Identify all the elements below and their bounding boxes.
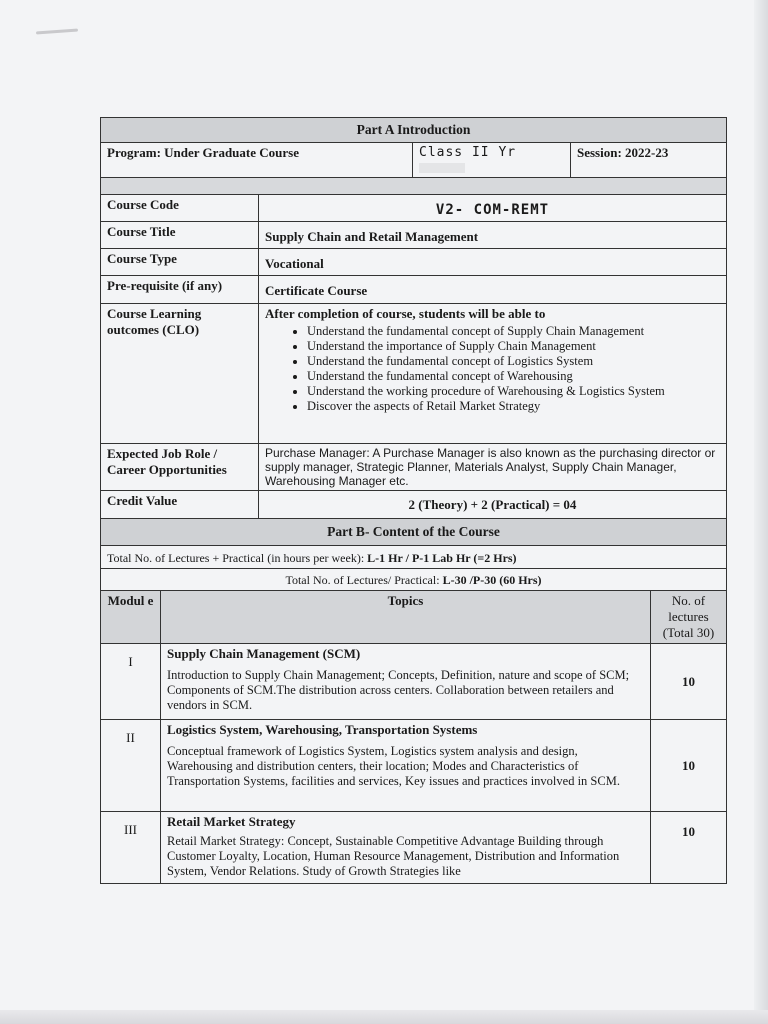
scan-smudge [36, 29, 78, 35]
lectures-total-value: L-30 /P-30 (60 Hrs) [442, 573, 542, 587]
clo-item: • Understand the fundamental concept of Warehousing [307, 369, 720, 384]
credit-value: 2 (Theory) + 2 (Practical) = 04 [259, 491, 727, 519]
scan-right-shadow [754, 0, 768, 1024]
part-b-title: Part B- Content of the Course [101, 519, 727, 546]
module-title: Retail Market Strategy [167, 814, 296, 829]
prerequisite-label: Pre-requisite (if any) [101, 276, 259, 304]
table-row [101, 644, 727, 720]
credit-value-label: Credit Value [101, 491, 259, 519]
part-a-table [100, 117, 727, 195]
lectures-per-week [101, 546, 727, 569]
column-header-topics: Topics [161, 591, 651, 644]
clo-intro: After completion of course, students will be able to [265, 306, 546, 321]
lectures-total [101, 569, 727, 591]
class-handwritten-note: Class II Yr [419, 145, 517, 160]
part-b-table [100, 518, 727, 884]
lectures-total-label: Total No. of Lectures/ Practical: [285, 573, 440, 587]
clo-label: Course Learning outcomes (CLO) [101, 304, 259, 444]
module-description: Retail Market Strategy: Concept, Sustainable Competitive Advantage Building through Customer Loyalty, Location, Human Resource Management, Distribution and Information System, Vendor Relations. Study of Growth Strategies like [167, 834, 620, 878]
syllabus-document [100, 117, 726, 884]
job-role-value: Purchase Manager: A Purchase Manager is also known as the purchasing director or supply manager, Strategic Planner, Materials Analyst, Supply Chain Manager, Warehousing Manager etc. [259, 444, 727, 491]
module-topics [161, 644, 651, 720]
column-header-module: Modul e [101, 591, 161, 644]
course-code-value: V2- COM-REMT [435, 202, 550, 218]
separator-row [101, 178, 727, 195]
module-id: I [101, 644, 161, 720]
job-role-label: Expected Job Role / Career Opportunities [101, 444, 259, 491]
clo-item: • Understand the importance of Supply Chain Management [307, 339, 720, 354]
lectures-per-week-value: L-1 Hr / P-1 Lab Hr (=2 Hrs) [367, 551, 517, 565]
prerequisite-value: Certificate Course [259, 276, 727, 304]
module-description: Introduction to Supply Chain Management; Concepts, Definition, nature and scope of SCM; Components of SCM.The distribution across centers. Collaboration between retailers and vendors in SCM. [167, 668, 630, 712]
table-row [101, 812, 727, 884]
clo-content [259, 304, 727, 444]
module-topics [161, 812, 651, 884]
lectures-per-week-label: Total No. of Lectures + Practical (in hours per week): [107, 551, 365, 565]
clo-item: • Discover the aspects of Retail Market Strategy [307, 399, 720, 414]
clo-list [289, 324, 720, 414]
course-type-value: Vocational [259, 249, 727, 276]
module-description: Conceptual framework of Logistics System, Logistics system analysis and design, Warehousing and distribution centers, their location; Modes and Characteristics of Transportation Systems, facilities and services, Key issues and practices involved in SCM. [167, 744, 620, 788]
clo-item: • Understand the fundamental concept of Supply Chain Management [307, 324, 720, 339]
course-title-label: Course Title [101, 222, 259, 249]
module-title: Logistics System, Warehousing, Transportation Systems [167, 722, 478, 737]
module-id: II [101, 720, 161, 812]
class-cell [413, 143, 571, 178]
module-id: III [101, 812, 161, 884]
module-topics [161, 720, 651, 812]
column-header-lectures: No. of lectures (Total 30) [651, 591, 727, 644]
module-lectures: 10 [651, 812, 727, 884]
scan-bottom-edge [0, 1010, 768, 1024]
part-a-title: Part A Introduction [101, 118, 727, 143]
course-code-label: Course Code [101, 195, 259, 222]
module-lectures: 10 [651, 644, 727, 720]
redacted-mark [419, 163, 465, 173]
session-label: Session: 2022-23 [571, 143, 727, 178]
clo-item: • Understand the fundamental concept of Logistics System [307, 354, 720, 369]
course-title-value: Supply Chain and Retail Management [259, 222, 727, 249]
module-title: Supply Chain Management (SCM) [167, 646, 361, 661]
course-code-cell [259, 195, 727, 222]
program-label: Program: Under Graduate Course [101, 143, 413, 178]
module-lectures: 10 [651, 720, 727, 812]
course-type-label: Course Type [101, 249, 259, 276]
course-details-table [100, 194, 727, 519]
clo-item: • Understand the working procedure of Warehousing & Logistics System [307, 384, 720, 399]
table-row [101, 720, 727, 812]
